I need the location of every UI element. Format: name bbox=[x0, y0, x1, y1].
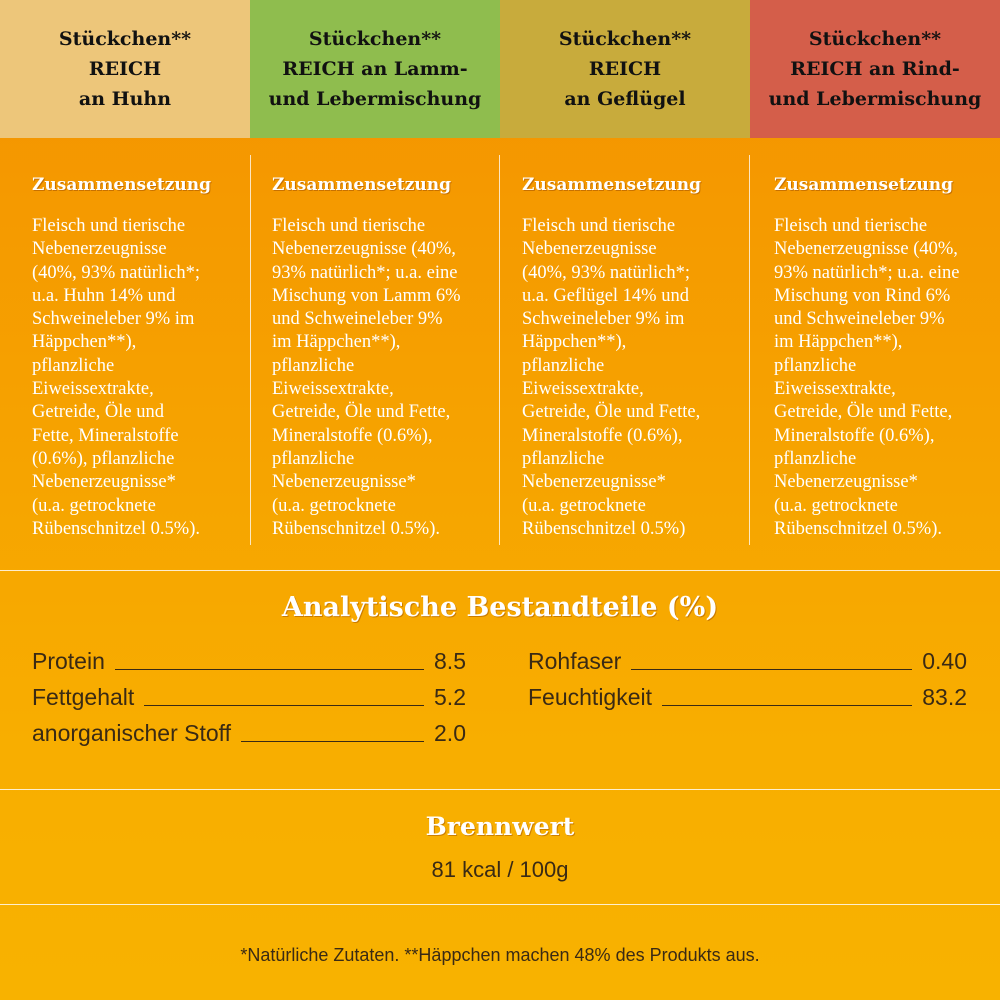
composition-text: Fleisch und tierische Nebenerzeugnisse (40%, 93% natürlich*; u.a. Geflügel 14% und Schweineleber 9% im Häppchen**), pflanzliche Eiweissextrakte, Getreide, Öle und Fette, Mineralstoffe (0.6%), pflanzliche Nebenerzeugnisse* (u.a. getrocknete Rübenschnitzel 0.5%) bbox=[522, 216, 701, 539]
analytic-label: Rohfaser bbox=[528, 648, 622, 674]
leader-line bbox=[115, 669, 424, 670]
analytic-value: 2.0 bbox=[434, 720, 466, 746]
composition-column-poultry bbox=[522, 155, 748, 545]
analytic-row-moisture bbox=[528, 681, 967, 711]
analytic-label: Protein bbox=[32, 648, 105, 674]
analytic-value: 0.40 bbox=[922, 648, 967, 674]
composition-column-beef bbox=[774, 155, 998, 545]
leader-line bbox=[631, 669, 912, 670]
analytic-title: Analytische Bestandteile (%) bbox=[281, 592, 719, 623]
composition-text: Fleisch und tierische Nebenerzeugnisse (40%, 93% natürlich*; u.a. Huhn 14% und Schweineleber 9% im Häppchen**), pflanzliche Eiweissextrakte, Getreide, Öle und Fette, Mineralstoffe (0.6%), pflanzliche Nebenerzeugnisse* (u.a. getrocknete Rübenschnitzel 0.5%). bbox=[32, 216, 200, 539]
composition-column-chicken bbox=[32, 155, 247, 545]
leader-line bbox=[241, 741, 424, 742]
analytic-row-fiber bbox=[528, 645, 967, 675]
analytic-row-protein bbox=[32, 645, 466, 675]
variant-header-lamb bbox=[250, 0, 500, 138]
analytic-label: Feuchtigkeit bbox=[528, 684, 653, 710]
variant-header bbox=[0, 0, 1000, 138]
analytic-value: 8.5 bbox=[434, 648, 466, 674]
composition-section bbox=[0, 155, 1000, 545]
variant-title-beef: Stückchen** REICH an Rind- und Lebermischung bbox=[768, 28, 982, 110]
energy-value: 81 kcal / 100g bbox=[431, 857, 569, 882]
composition-heading: Zusammensetzung bbox=[32, 175, 212, 195]
section-divider bbox=[0, 789, 1000, 790]
analytic-value: 83.2 bbox=[922, 684, 967, 710]
analytic-row-fat bbox=[32, 681, 466, 711]
composition-heading: Zusammensetzung bbox=[272, 175, 452, 195]
composition-heading: Zusammensetzung bbox=[522, 175, 702, 195]
variant-header-chicken bbox=[0, 0, 250, 138]
variant-title-poultry: Stückchen** REICH an Geflügel bbox=[558, 28, 692, 110]
analytic-label: anorganischer Stoff bbox=[32, 720, 232, 746]
analytic-row-ash bbox=[32, 717, 466, 747]
energy-title: Brennwert bbox=[425, 812, 575, 841]
leader-line bbox=[662, 705, 912, 706]
composition-heading: Zusammensetzung bbox=[774, 175, 954, 195]
variant-header-poultry bbox=[500, 0, 750, 138]
analytic-value: 5.2 bbox=[434, 684, 466, 710]
variant-header-beef bbox=[750, 0, 1000, 138]
section-divider bbox=[0, 904, 1000, 905]
footnote: *Natürliche Zutaten. **Häppchen machen 48% des Produkts aus. bbox=[240, 945, 760, 965]
composition-column-lamb bbox=[272, 155, 498, 545]
composition-text: Fleisch und tierische Nebenerzeugnisse (40%, 93% natürlich*; u.a. eine Mischung von Rind 6% und Schweineleber 9% im Häppchen**), pflanzliche Eiweissextrakte, Getreide, Öle und Fette, Mineralstoffe (0.6%), pflanzliche Nebenerzeugnisse* (u.a. getrocknete Rübenschnitzel 0.5%). bbox=[774, 216, 960, 539]
analytic-label: Fettgehalt bbox=[32, 684, 135, 710]
variant-title-chicken: Stückchen** REICH an Huhn bbox=[58, 28, 192, 110]
section-divider bbox=[0, 570, 1000, 571]
variant-title-lamb: Stückchen** REICH an Lamm- und Lebermischung bbox=[268, 28, 482, 110]
composition-text: Fleisch und tierische Nebenerzeugnisse (40%, 93% natürlich*; u.a. eine Mischung von Lamm 6% und Schweineleber 9% im Häppchen**), pflanzliche Eiweissextrakte, Getreide, Öle und Fette, Mineralstoffe (0.6%), pflanzliche Nebenerzeugnisse* (u.a. getrocknete Rübenschnitzel 0.5%). bbox=[272, 216, 461, 539]
leader-line bbox=[144, 705, 424, 706]
